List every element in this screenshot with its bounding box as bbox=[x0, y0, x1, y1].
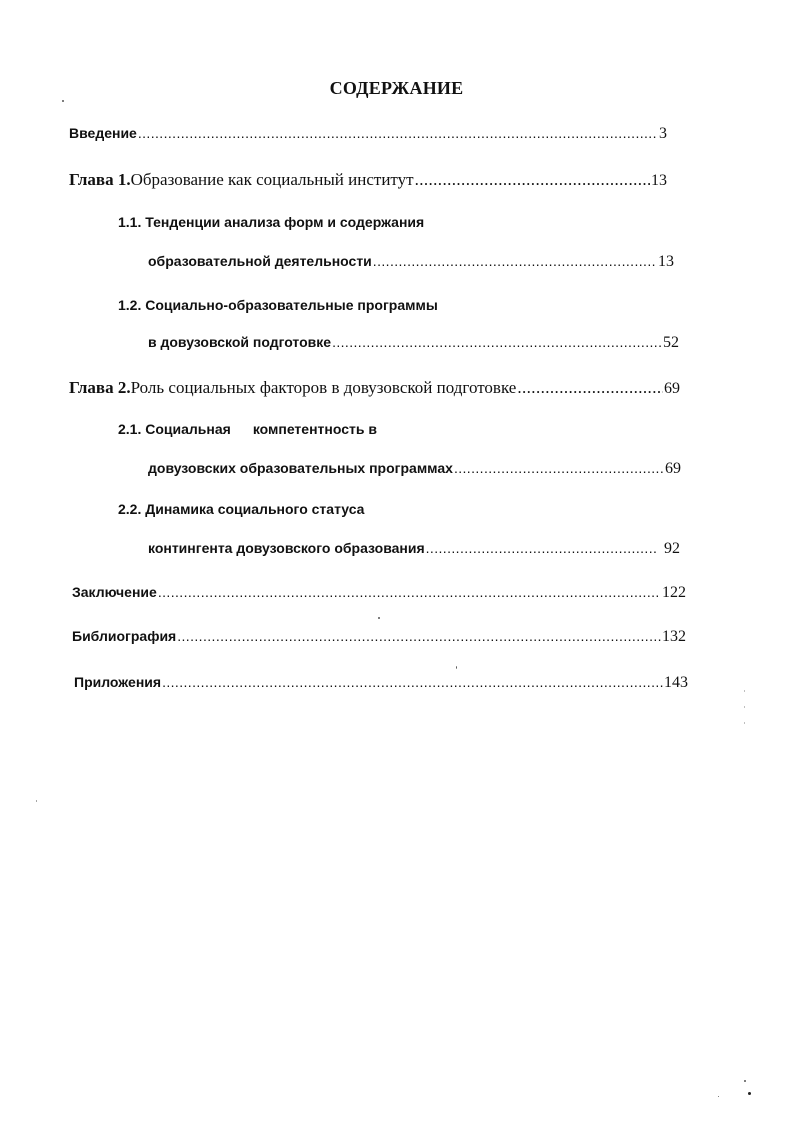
toc-label: довузовских образовательных программах bbox=[148, 460, 453, 476]
toc-entry-section-1-2-line1[interactable] bbox=[118, 297, 438, 313]
scan-speck bbox=[456, 666, 457, 669]
scan-speck bbox=[744, 722, 745, 724]
toc-page-number: 92 bbox=[664, 540, 680, 557]
toc-entry-section-2-1-line1[interactable] bbox=[118, 421, 377, 437]
dot-leader bbox=[517, 379, 663, 396]
toc-page-number: 143 bbox=[664, 674, 688, 691]
toc-page-number: 52 bbox=[663, 334, 679, 351]
toc-entry-section-2-2-line2[interactable] bbox=[148, 540, 680, 558]
toc-label: Роль социальных факторов в довузовской подготовке bbox=[130, 378, 517, 397]
toc-page-number: 13 bbox=[658, 253, 674, 270]
dot-leader bbox=[162, 675, 663, 689]
dot-leader bbox=[177, 629, 661, 643]
chapter-prefix: Глава 1. bbox=[69, 170, 131, 189]
toc-label: образовательной деятельности bbox=[148, 253, 372, 269]
toc-label: 2.1. Социальная bbox=[118, 421, 231, 437]
toc-page-number: 3 bbox=[659, 125, 667, 142]
dot-leader bbox=[454, 461, 664, 475]
chapter-prefix: Глава 2. bbox=[69, 378, 131, 397]
toc-entry-section-1-1-line1[interactable] bbox=[118, 214, 424, 230]
toc-label: 1.2. Социально-образовательные программы bbox=[118, 297, 438, 313]
scan-speck bbox=[36, 800, 37, 802]
page-title: СОДЕРЖАНИЕ bbox=[329, 78, 464, 98]
dot-leader bbox=[158, 585, 661, 599]
toc-entry-section-2-2-line1[interactable] bbox=[118, 501, 364, 517]
toc-entry-chapter-1[interactable] bbox=[69, 170, 667, 190]
toc-entry-section-1-2-line2[interactable] bbox=[148, 334, 679, 352]
toc-label: Приложения bbox=[74, 674, 162, 690]
toc-entry-bibliography[interactable] bbox=[72, 628, 686, 646]
dot-leader bbox=[332, 335, 662, 349]
toc-label: Образование как социальный институт bbox=[130, 170, 414, 189]
toc-entry-section-1-1-line2[interactable] bbox=[148, 253, 674, 271]
toc-entry-intro[interactable] bbox=[69, 125, 667, 143]
scan-speck bbox=[718, 1096, 719, 1097]
scan-speck bbox=[744, 1080, 746, 1082]
toc-label: 1.1. Тенденции анализа форм и содержания bbox=[118, 214, 425, 230]
scan-speck bbox=[378, 617, 380, 619]
toc-label: Заключение bbox=[72, 584, 157, 600]
dot-leader bbox=[138, 126, 658, 140]
toc-page-number: 122 bbox=[662, 584, 686, 601]
toc-label: компетентность в bbox=[252, 421, 377, 437]
toc-entry-conclusion[interactable] bbox=[72, 584, 686, 602]
toc-entry-chapter-2[interactable] bbox=[69, 378, 680, 398]
toc-page-number: 13 bbox=[651, 172, 667, 189]
toc-entry-section-2-1-line2[interactable] bbox=[148, 460, 681, 478]
toc-label: Введение bbox=[69, 125, 137, 141]
toc-entry-appendix[interactable] bbox=[74, 674, 688, 692]
dot-leader bbox=[426, 541, 657, 555]
toc-page-number: 132 bbox=[662, 628, 686, 645]
scan-speck bbox=[744, 706, 745, 708]
toc-page-number: 69 bbox=[665, 460, 681, 477]
toc-label: Библиография bbox=[72, 628, 177, 644]
toc-label: 2.2. Динамика социального статуса bbox=[118, 501, 365, 517]
scan-speck bbox=[744, 690, 745, 692]
dot-leader bbox=[415, 171, 650, 188]
toc-label: контингента довузовского образования bbox=[148, 540, 425, 556]
scan-speck bbox=[62, 100, 64, 102]
toc-label: в довузовской подготовке bbox=[148, 334, 332, 350]
scan-speck bbox=[748, 1092, 751, 1095]
dot-leader bbox=[373, 254, 657, 268]
toc-page-number: 69 bbox=[664, 380, 680, 397]
